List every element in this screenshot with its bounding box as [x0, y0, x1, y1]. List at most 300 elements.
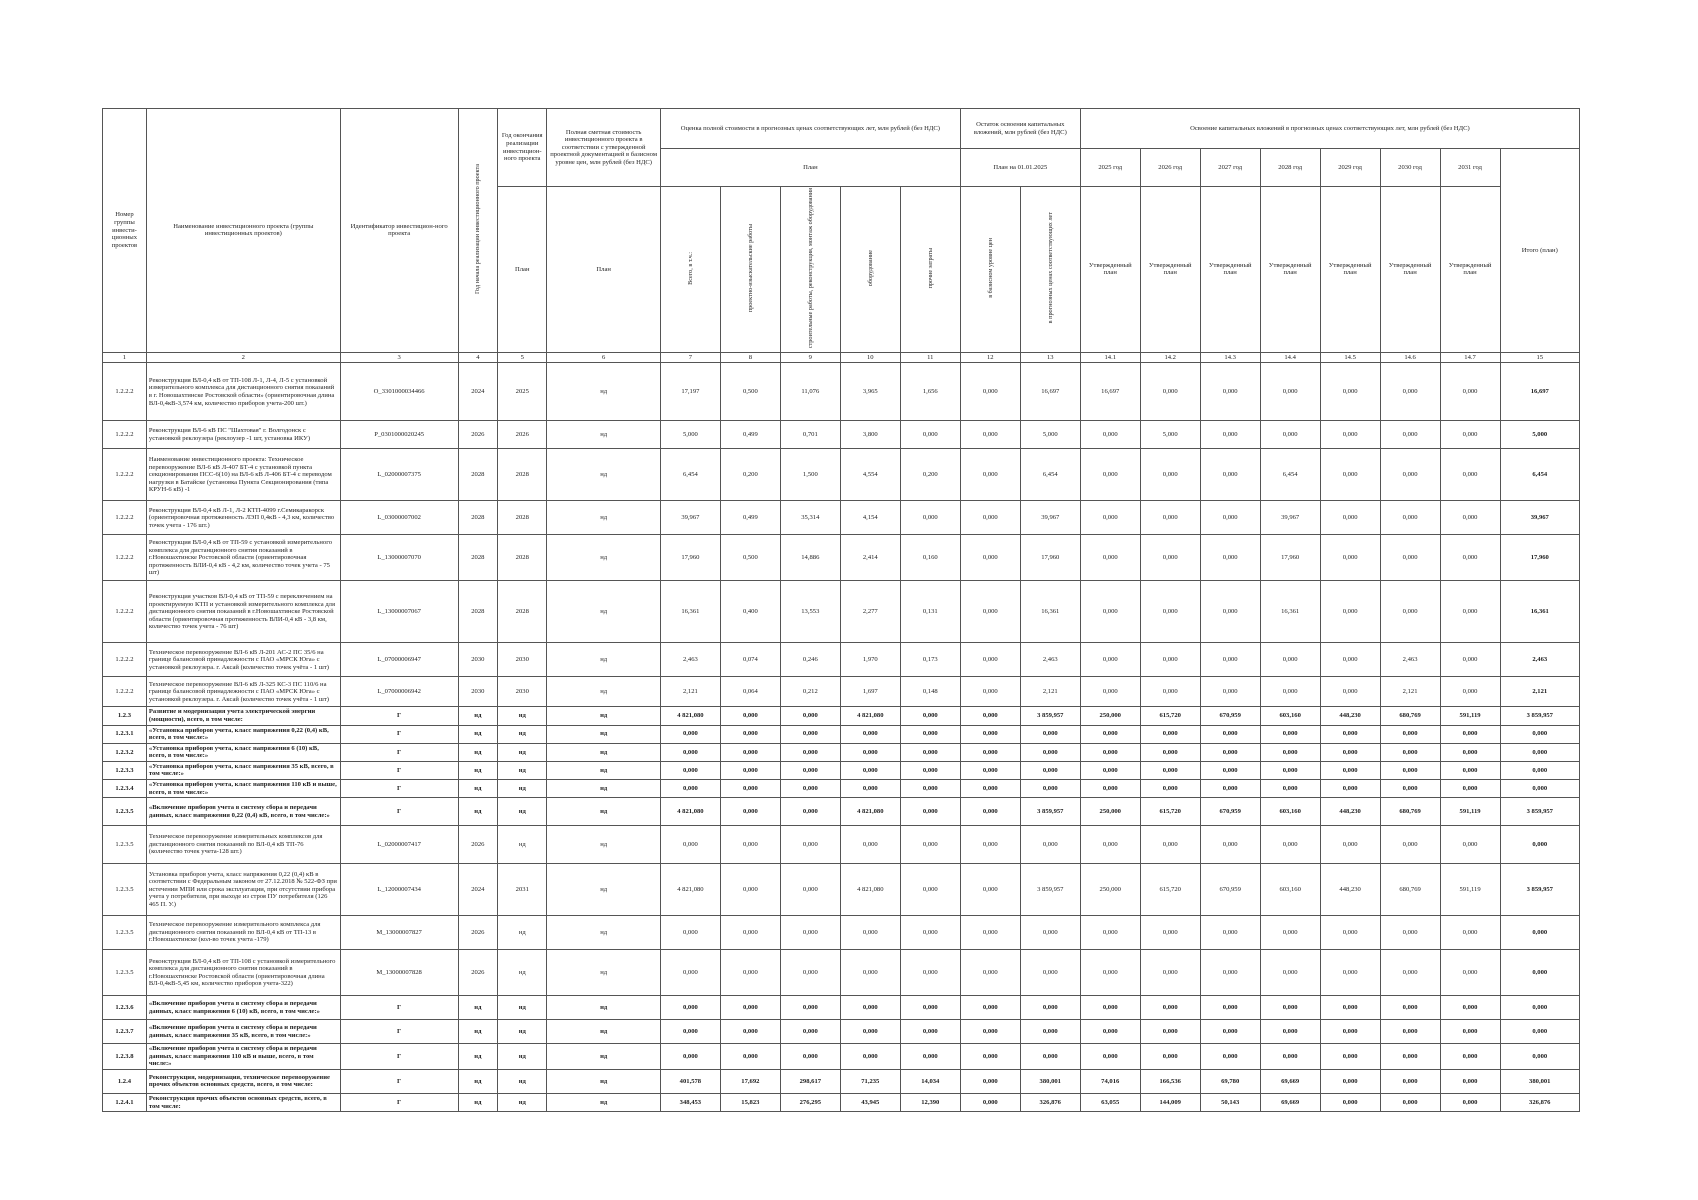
table-cell: 0,200	[900, 449, 960, 501]
cell-project-name: Реконструкция участков ВЛ-0,4 кВ от ТП-59 с переключением на проектируемую КТП и установкой измерительного комплекса для дистанционного снятия показаний в г.Новошахтинске Ростовской области (ориентировочная протяженность ВЛИ-0,4 кВ - 3,8 км, количество точек учета - 76 шт)	[146, 581, 340, 643]
table-cell: 0,074	[720, 643, 780, 677]
table-cell: 0,000	[960, 798, 1020, 826]
header-approved-2025: Утвержденный план	[1080, 187, 1140, 353]
table-cell: 0,131	[900, 581, 960, 643]
table-cell: 670,959	[1200, 864, 1260, 916]
table-cell: нд	[498, 725, 547, 743]
table-cell: 0,000	[960, 707, 1020, 725]
table-cell: 0,000	[840, 1020, 900, 1044]
table-cell: 2,121	[660, 677, 720, 707]
table-cell: нд	[498, 1069, 547, 1093]
table-cell: 0,000	[1380, 743, 1440, 761]
investment-table	[102, 108, 1580, 1112]
cell-total: 16,361	[1500, 581, 1579, 643]
table-cell: 0,000	[1440, 677, 1500, 707]
cell-total: 326,876	[1500, 1093, 1579, 1111]
cell-project-name: «Установка приборов учета, класс напряжения 35 кВ, всего, в том числе:»	[146, 761, 340, 779]
header-sub-pir	[720, 187, 780, 353]
table-cell: 0,000	[1320, 501, 1380, 535]
table-cell: 0,000	[1380, 363, 1440, 421]
cell-total: 39,967	[1500, 501, 1579, 535]
header-sub-forecast	[1020, 187, 1080, 353]
column-number: 12	[960, 352, 1020, 363]
cell-group-number: 1.2.2.2	[103, 643, 147, 677]
table-cell: 69,780	[1200, 1069, 1260, 1093]
table-cell: 14,034	[900, 1069, 960, 1093]
header-approved-2028: Утвержденный план	[1260, 187, 1320, 353]
cell-project-id: Г	[340, 798, 458, 826]
table-cell: 0,000	[1260, 363, 1320, 421]
table-cell: 0,000	[900, 864, 960, 916]
table-cell: 0,000	[1200, 363, 1260, 421]
table-cell: 0,000	[720, 864, 780, 916]
table-cell: 0,000	[840, 950, 900, 996]
table-row	[103, 501, 1580, 535]
table-cell: 0,000	[1440, 725, 1500, 743]
cell-group-number: 1.2.3.5	[103, 864, 147, 916]
cell-project-id: Г	[340, 996, 458, 1020]
table-cell: 0,000	[1320, 1044, 1380, 1070]
table-cell: нд	[498, 1020, 547, 1044]
table-cell: 670,959	[1200, 707, 1260, 725]
header-end-year: Год окончания реализации инвестицион-ного проекта	[498, 109, 547, 187]
table-cell: 0,000	[1200, 581, 1260, 643]
table-cell: нд	[547, 707, 661, 725]
cell-total: 0,000	[1500, 780, 1579, 798]
table-cell: 4 821,080	[660, 798, 720, 826]
table-cell: 0,000	[660, 996, 720, 1020]
header-mastering: Освоение капитальных вложений в прогнозных ценах соответствующих лет, млн рублей (без НДС)	[1080, 109, 1579, 149]
table-cell: 0,000	[1200, 421, 1260, 449]
table-cell: 0,400	[720, 581, 780, 643]
cell-total: 0,000	[1500, 743, 1579, 761]
table-cell: нд	[498, 826, 547, 864]
cell-group-number: 1.2.3.3	[103, 761, 147, 779]
table-cell: 0,000	[960, 761, 1020, 779]
table-cell: 0,000	[840, 916, 900, 950]
table-cell: 0,000	[1200, 501, 1260, 535]
table-cell: 0,000	[1200, 1044, 1260, 1070]
table-cell: 0,000	[900, 501, 960, 535]
table-cell: 0,000	[1380, 950, 1440, 996]
table-cell: 0,000	[720, 725, 780, 743]
cell-project-id: L_07000006942	[340, 677, 458, 707]
header-group-number: Номер группы инвести-ционных проектов	[103, 109, 147, 353]
table-cell: 0,000	[1140, 581, 1200, 643]
table-cell: 0,000	[1080, 535, 1140, 581]
cell-total: 3 859,957	[1500, 707, 1579, 725]
table-cell: 0,160	[900, 535, 960, 581]
header-approved-2030: Утвержденный план	[1380, 187, 1440, 353]
table-cell: 0,000	[1440, 761, 1500, 779]
table-cell: 0,000	[1440, 421, 1500, 449]
column-number-row	[103, 352, 1580, 363]
column-number: 14.1	[1080, 352, 1140, 363]
cell-total: 17,960	[1500, 535, 1579, 581]
header-sub-forecast-text: в прогнозных ценах соответствующих лет	[1046, 212, 1054, 324]
table-cell: 0,000	[840, 826, 900, 864]
table-cell: нд	[498, 1093, 547, 1111]
cell-project-id: Г	[340, 1093, 458, 1111]
table-cell: 0,000	[1380, 916, 1440, 950]
header-total: Итого (план)	[1500, 149, 1579, 353]
table-cell: 0,000	[1200, 826, 1260, 864]
table-cell: 0,000	[1260, 916, 1320, 950]
table-cell: 0,499	[720, 421, 780, 449]
table-cell: нд	[498, 798, 547, 826]
table-cell: 0,000	[1440, 501, 1500, 535]
cell-total: 2,463	[1500, 643, 1579, 677]
header-sub-other	[900, 187, 960, 353]
cell-project-name: Развитие и модернизация учета электрической энергии (мощности), всего, в том числе:	[146, 707, 340, 725]
table-cell: 2,463	[1380, 643, 1440, 677]
table-cell: 0,000	[1020, 725, 1080, 743]
table-cell: 0,000	[900, 996, 960, 1020]
table-cell: 0,000	[1440, 916, 1500, 950]
table-row	[103, 421, 1580, 449]
header-end-plan: План	[498, 187, 547, 353]
cell-project-id: O_3301000034466	[340, 363, 458, 421]
table-cell: 0,000	[660, 1020, 720, 1044]
table-cell: 6,454	[1260, 449, 1320, 501]
table-cell: нд	[458, 707, 498, 725]
table-cell: 0,000	[1380, 1020, 1440, 1044]
table-cell: 3 859,957	[1020, 707, 1080, 725]
cell-project-name: Реконструкция ВЛ-0,4 кВ от ТП-108 Л-1, Л-4, Л-5 с установкой измерительного комплекса для дистанционного снятия показаний в г. Новошахтинске Ростовской области» (ориентировочная длина ВЛ-0,4кВ-3,574 км, количество приборов учета-200 шт.)	[146, 363, 340, 421]
table-cell: 0,000	[780, 780, 840, 798]
table-cell: 0,500	[720, 535, 780, 581]
table-cell: 0,000	[1320, 916, 1380, 950]
table-cell: 0,000	[960, 725, 1020, 743]
table-cell: 0,000	[960, 1044, 1020, 1070]
cell-total: 2,121	[1500, 677, 1579, 707]
table-cell: 0,000	[1200, 996, 1260, 1020]
table-cell: 0,148	[900, 677, 960, 707]
table-cell: 0,212	[780, 677, 840, 707]
table-row	[103, 1020, 1580, 1044]
table-row	[103, 677, 1580, 707]
table-cell: 0,000	[1080, 501, 1140, 535]
table-cell: 0,000	[1020, 826, 1080, 864]
cell-total: 5,000	[1500, 421, 1579, 449]
table-cell: 0,000	[1140, 916, 1200, 950]
table-cell: нд	[547, 950, 661, 996]
table-cell: 448,230	[1320, 864, 1380, 916]
table-cell: 615,720	[1140, 707, 1200, 725]
table-cell: 3 859,957	[1020, 864, 1080, 916]
cell-project-id: Г	[340, 1020, 458, 1044]
cell-total: 16,697	[1500, 363, 1579, 421]
table-cell: 16,697	[1080, 363, 1140, 421]
table-cell: нд	[498, 1044, 547, 1070]
table-cell: 2028	[458, 535, 498, 581]
table-cell: 0,000	[1200, 1020, 1260, 1044]
table-cell: 3 859,957	[1020, 798, 1080, 826]
table-cell: 0,000	[1200, 725, 1260, 743]
cell-total: 380,001	[1500, 1069, 1579, 1093]
table-cell: 0,000	[1140, 780, 1200, 798]
table-cell: 74,016	[1080, 1069, 1140, 1093]
table-cell: нд	[547, 363, 661, 421]
table-cell: 0,000	[1380, 501, 1440, 535]
table-cell: 2,414	[840, 535, 900, 581]
table-row	[103, 761, 1580, 779]
table-cell: 0,000	[900, 761, 960, 779]
table-cell: 0,000	[1320, 677, 1380, 707]
table-cell: 6,454	[660, 449, 720, 501]
table-cell: 0,000	[1260, 1020, 1320, 1044]
table-cell: нд	[498, 916, 547, 950]
table-cell: 0,000	[1260, 725, 1320, 743]
table-cell: 0,000	[1380, 1069, 1440, 1093]
table-cell: 603,160	[1260, 798, 1320, 826]
table-cell: 0,000	[1380, 1093, 1440, 1111]
cell-project-name: «Установка приборов учета, класс напряжения 0,22 (0,4) кВ, всего, в том числе:»	[146, 725, 340, 743]
column-number: 9	[780, 352, 840, 363]
table-cell: 0,000	[900, 1044, 960, 1070]
table-cell: нд	[547, 501, 661, 535]
table-cell: 0,701	[780, 421, 840, 449]
table-cell: нд	[547, 743, 661, 761]
table-cell: 0,500	[720, 363, 780, 421]
table-cell: 0,000	[1260, 677, 1320, 707]
table-cell: 0,000	[900, 916, 960, 950]
cell-group-number: 1.2.2.2	[103, 449, 147, 501]
table-cell: 0,000	[1080, 950, 1140, 996]
table-cell: нд	[547, 826, 661, 864]
table-cell: 166,536	[1140, 1069, 1200, 1093]
table-cell: 0,000	[1140, 743, 1200, 761]
cell-group-number: 1.2.2.2	[103, 677, 147, 707]
table-cell: 0,000	[900, 743, 960, 761]
table-cell: нд	[498, 707, 547, 725]
table-cell: 0,000	[780, 916, 840, 950]
table-cell: 11,076	[780, 363, 840, 421]
column-number: 6	[547, 352, 661, 363]
table-cell: 250,000	[1080, 798, 1140, 826]
table-cell: 144,009	[1140, 1093, 1200, 1111]
table-cell: нд	[458, 1044, 498, 1070]
cell-project-id: Г	[340, 743, 458, 761]
table-cell: 250,000	[1080, 864, 1140, 916]
table-cell: 0,000	[660, 950, 720, 996]
cell-total: 3 859,957	[1500, 798, 1579, 826]
table-cell: 0,000	[780, 996, 840, 1020]
table-cell: нд	[458, 1093, 498, 1111]
header-sub-total-text: Всего, в т.ч.:	[686, 251, 694, 285]
table-cell: 0,000	[1140, 725, 1200, 743]
table-cell: 0,000	[1080, 743, 1140, 761]
table-cell: 0,000	[1320, 780, 1380, 798]
table-cell: 16,697	[1020, 363, 1080, 421]
cell-group-number: 1.2.3.6	[103, 996, 147, 1020]
table-cell: 0,000	[1440, 950, 1500, 996]
table-cell: 4 821,080	[660, 707, 720, 725]
table-row	[103, 743, 1580, 761]
table-cell: 0,000	[960, 581, 1020, 643]
table-cell: 0,000	[780, 950, 840, 996]
table-cell: 0,000	[780, 725, 840, 743]
table-cell: 0,000	[1320, 449, 1380, 501]
table-cell: нд	[458, 725, 498, 743]
column-number: 8	[720, 352, 780, 363]
table-cell: нд	[547, 449, 661, 501]
table-cell: 0,000	[1080, 916, 1140, 950]
table-cell: нд	[458, 743, 498, 761]
table-cell: 0,000	[960, 743, 1020, 761]
table-cell: 4,154	[840, 501, 900, 535]
cell-group-number: 1.2.2.2	[103, 535, 147, 581]
cell-project-name: «Включение приборов учета в систему сбора и передачи данных, класс напряжения 110 кВ и выше, всего, в том числе:»	[146, 1044, 340, 1070]
table-cell: 71,235	[840, 1069, 900, 1093]
table-cell: 0,000	[1080, 826, 1140, 864]
table-row	[103, 1044, 1580, 1070]
cell-total: 0,000	[1500, 826, 1579, 864]
table-cell: нд	[458, 780, 498, 798]
table-cell: 39,967	[1260, 501, 1320, 535]
header-year-2028: 2028 год	[1260, 149, 1320, 187]
table-cell: 0,000	[720, 916, 780, 950]
table-cell: 0,000	[1020, 743, 1080, 761]
table-cell: 4 821,080	[840, 707, 900, 725]
table-cell: 2026	[458, 916, 498, 950]
table-cell: 1,970	[840, 643, 900, 677]
table-cell: 13,553	[780, 581, 840, 643]
table-cell: 0,000	[1380, 581, 1440, 643]
table-cell: 2030	[458, 643, 498, 677]
table-cell: 2028	[458, 449, 498, 501]
table-cell: нд	[498, 761, 547, 779]
table-cell: 0,000	[660, 1044, 720, 1070]
table-row	[103, 780, 1580, 798]
table-cell: 0,000	[960, 421, 1020, 449]
table-cell: 2024	[458, 864, 498, 916]
table-cell: нд	[547, 996, 661, 1020]
table-cell: 326,876	[1020, 1093, 1080, 1111]
table-row	[103, 643, 1580, 677]
header-approved-2026: Утвержденный план	[1140, 187, 1200, 353]
table-cell: 0,000	[1320, 996, 1380, 1020]
table-cell: 2031	[498, 864, 547, 916]
table-cell: 0,000	[1200, 761, 1260, 779]
table-cell: 43,945	[840, 1093, 900, 1111]
table-cell: 2030	[498, 643, 547, 677]
table-cell: 680,769	[1380, 707, 1440, 725]
header-sub-equip-text: оборудование	[866, 250, 874, 287]
table-cell: 0,000	[660, 743, 720, 761]
table-cell: 2028	[458, 581, 498, 643]
table-cell: 0,000	[1140, 996, 1200, 1020]
table-cell: 591,119	[1440, 798, 1500, 826]
table-cell: 0,000	[660, 916, 720, 950]
cell-project-name: Техническое перевооружение измерительного комплекса для дистанционного снятия показаний по ВЛ-0,4 кВ от ТП-13 в г.Новошахтинске (кол-во точек учета -179)	[146, 916, 340, 950]
cell-group-number: 1.2.3.5	[103, 826, 147, 864]
cell-group-number: 1.2.4	[103, 1069, 147, 1093]
cell-project-id: M_13000007827	[340, 916, 458, 950]
table-cell: 39,967	[660, 501, 720, 535]
table-cell: 0,000	[1260, 421, 1320, 449]
cell-project-id: L_03000007002	[340, 501, 458, 535]
table-cell: 0,000	[660, 780, 720, 798]
cell-project-id: L_02000007375	[340, 449, 458, 501]
table-cell: 0,000	[1320, 1093, 1380, 1111]
table-cell: 39,967	[1020, 501, 1080, 535]
table-cell: нд	[498, 743, 547, 761]
table-cell: 0,000	[780, 743, 840, 761]
table-cell: 0,000	[840, 1044, 900, 1070]
table-cell: 0,000	[1140, 535, 1200, 581]
table-cell: нд	[547, 780, 661, 798]
table-cell: 0,064	[720, 677, 780, 707]
table-cell: 0,000	[1320, 743, 1380, 761]
table-cell: 0,000	[1080, 581, 1140, 643]
table-cell: 0,000	[720, 798, 780, 826]
table-cell: 0,000	[1140, 1020, 1200, 1044]
table-row	[103, 916, 1580, 950]
table-cell: 0,000	[1140, 826, 1200, 864]
table-cell: 615,720	[1140, 864, 1200, 916]
table-cell: 17,960	[660, 535, 720, 581]
cell-group-number: 1.2.3.7	[103, 1020, 147, 1044]
cell-group-number: 1.2.2.2	[103, 501, 147, 535]
cell-project-name: Реконструкция ВЛ-0,4 кВ от ТП-59 с установкой измерительного комплекса для дистанционного снятия показаний в г.Новошахтинске Ростовской области (ориентировочная протяженность ВЛИ-0,4 кВ - 4,2 км, количество точек учета - 75 шт)	[146, 535, 340, 581]
table-cell: 250,000	[1080, 707, 1140, 725]
table-cell: 670,959	[1200, 798, 1260, 826]
table-cell: 14,886	[780, 535, 840, 581]
table-cell: 0,000	[960, 996, 1020, 1020]
header-estimate: Оценка полной стоимости в прогнозных ценах соответствующих лет, млн рублей (без НДС)	[660, 109, 960, 149]
table-cell: 0,000	[660, 826, 720, 864]
header-start-year-text: Год начала реализации инвестиционного проекта	[474, 164, 482, 295]
table-cell: нд	[458, 1069, 498, 1093]
table-cell: 603,160	[1260, 707, 1320, 725]
table-cell: 0,000	[720, 1044, 780, 1070]
table-cell: 63,055	[1080, 1093, 1140, 1111]
table-cell: 0,000	[1440, 996, 1500, 1020]
table-cell: 69,669	[1260, 1069, 1320, 1093]
table-cell: 0,000	[1440, 363, 1500, 421]
table-cell: 0,000	[1260, 1044, 1320, 1070]
header-start-year	[458, 109, 498, 353]
table-cell: 0,000	[1200, 677, 1260, 707]
table-cell: 2026	[458, 421, 498, 449]
table-cell: 0,000	[1440, 743, 1500, 761]
table-cell: 0,000	[900, 1020, 960, 1044]
cell-project-id: L_02000007417	[340, 826, 458, 864]
table-cell: 0,000	[1320, 1069, 1380, 1093]
table-cell: 0,000	[1440, 535, 1500, 581]
table-cell: 2026	[458, 950, 498, 996]
cell-total: 0,000	[1500, 1020, 1579, 1044]
table-cell: 2028	[458, 501, 498, 535]
table-cell: 0,000	[1320, 421, 1380, 449]
header-year-2025: 2025 год	[1080, 149, 1140, 187]
cell-total: 0,000	[1500, 950, 1579, 996]
table-cell: 0,000	[960, 780, 1020, 798]
table-cell: 0,000	[1440, 1020, 1500, 1044]
table-cell: нд	[547, 1044, 661, 1070]
table-cell: 0,000	[900, 826, 960, 864]
table-cell: 17,692	[720, 1069, 780, 1093]
table-cell: нд	[498, 780, 547, 798]
table-cell: 2025	[498, 363, 547, 421]
table-cell: 0,000	[900, 707, 960, 725]
table-cell: 0,000	[960, 916, 1020, 950]
table-cell: 0,000	[1200, 916, 1260, 950]
table-cell: 35,314	[780, 501, 840, 535]
table-cell: нд	[547, 725, 661, 743]
table-cell: нд	[547, 535, 661, 581]
